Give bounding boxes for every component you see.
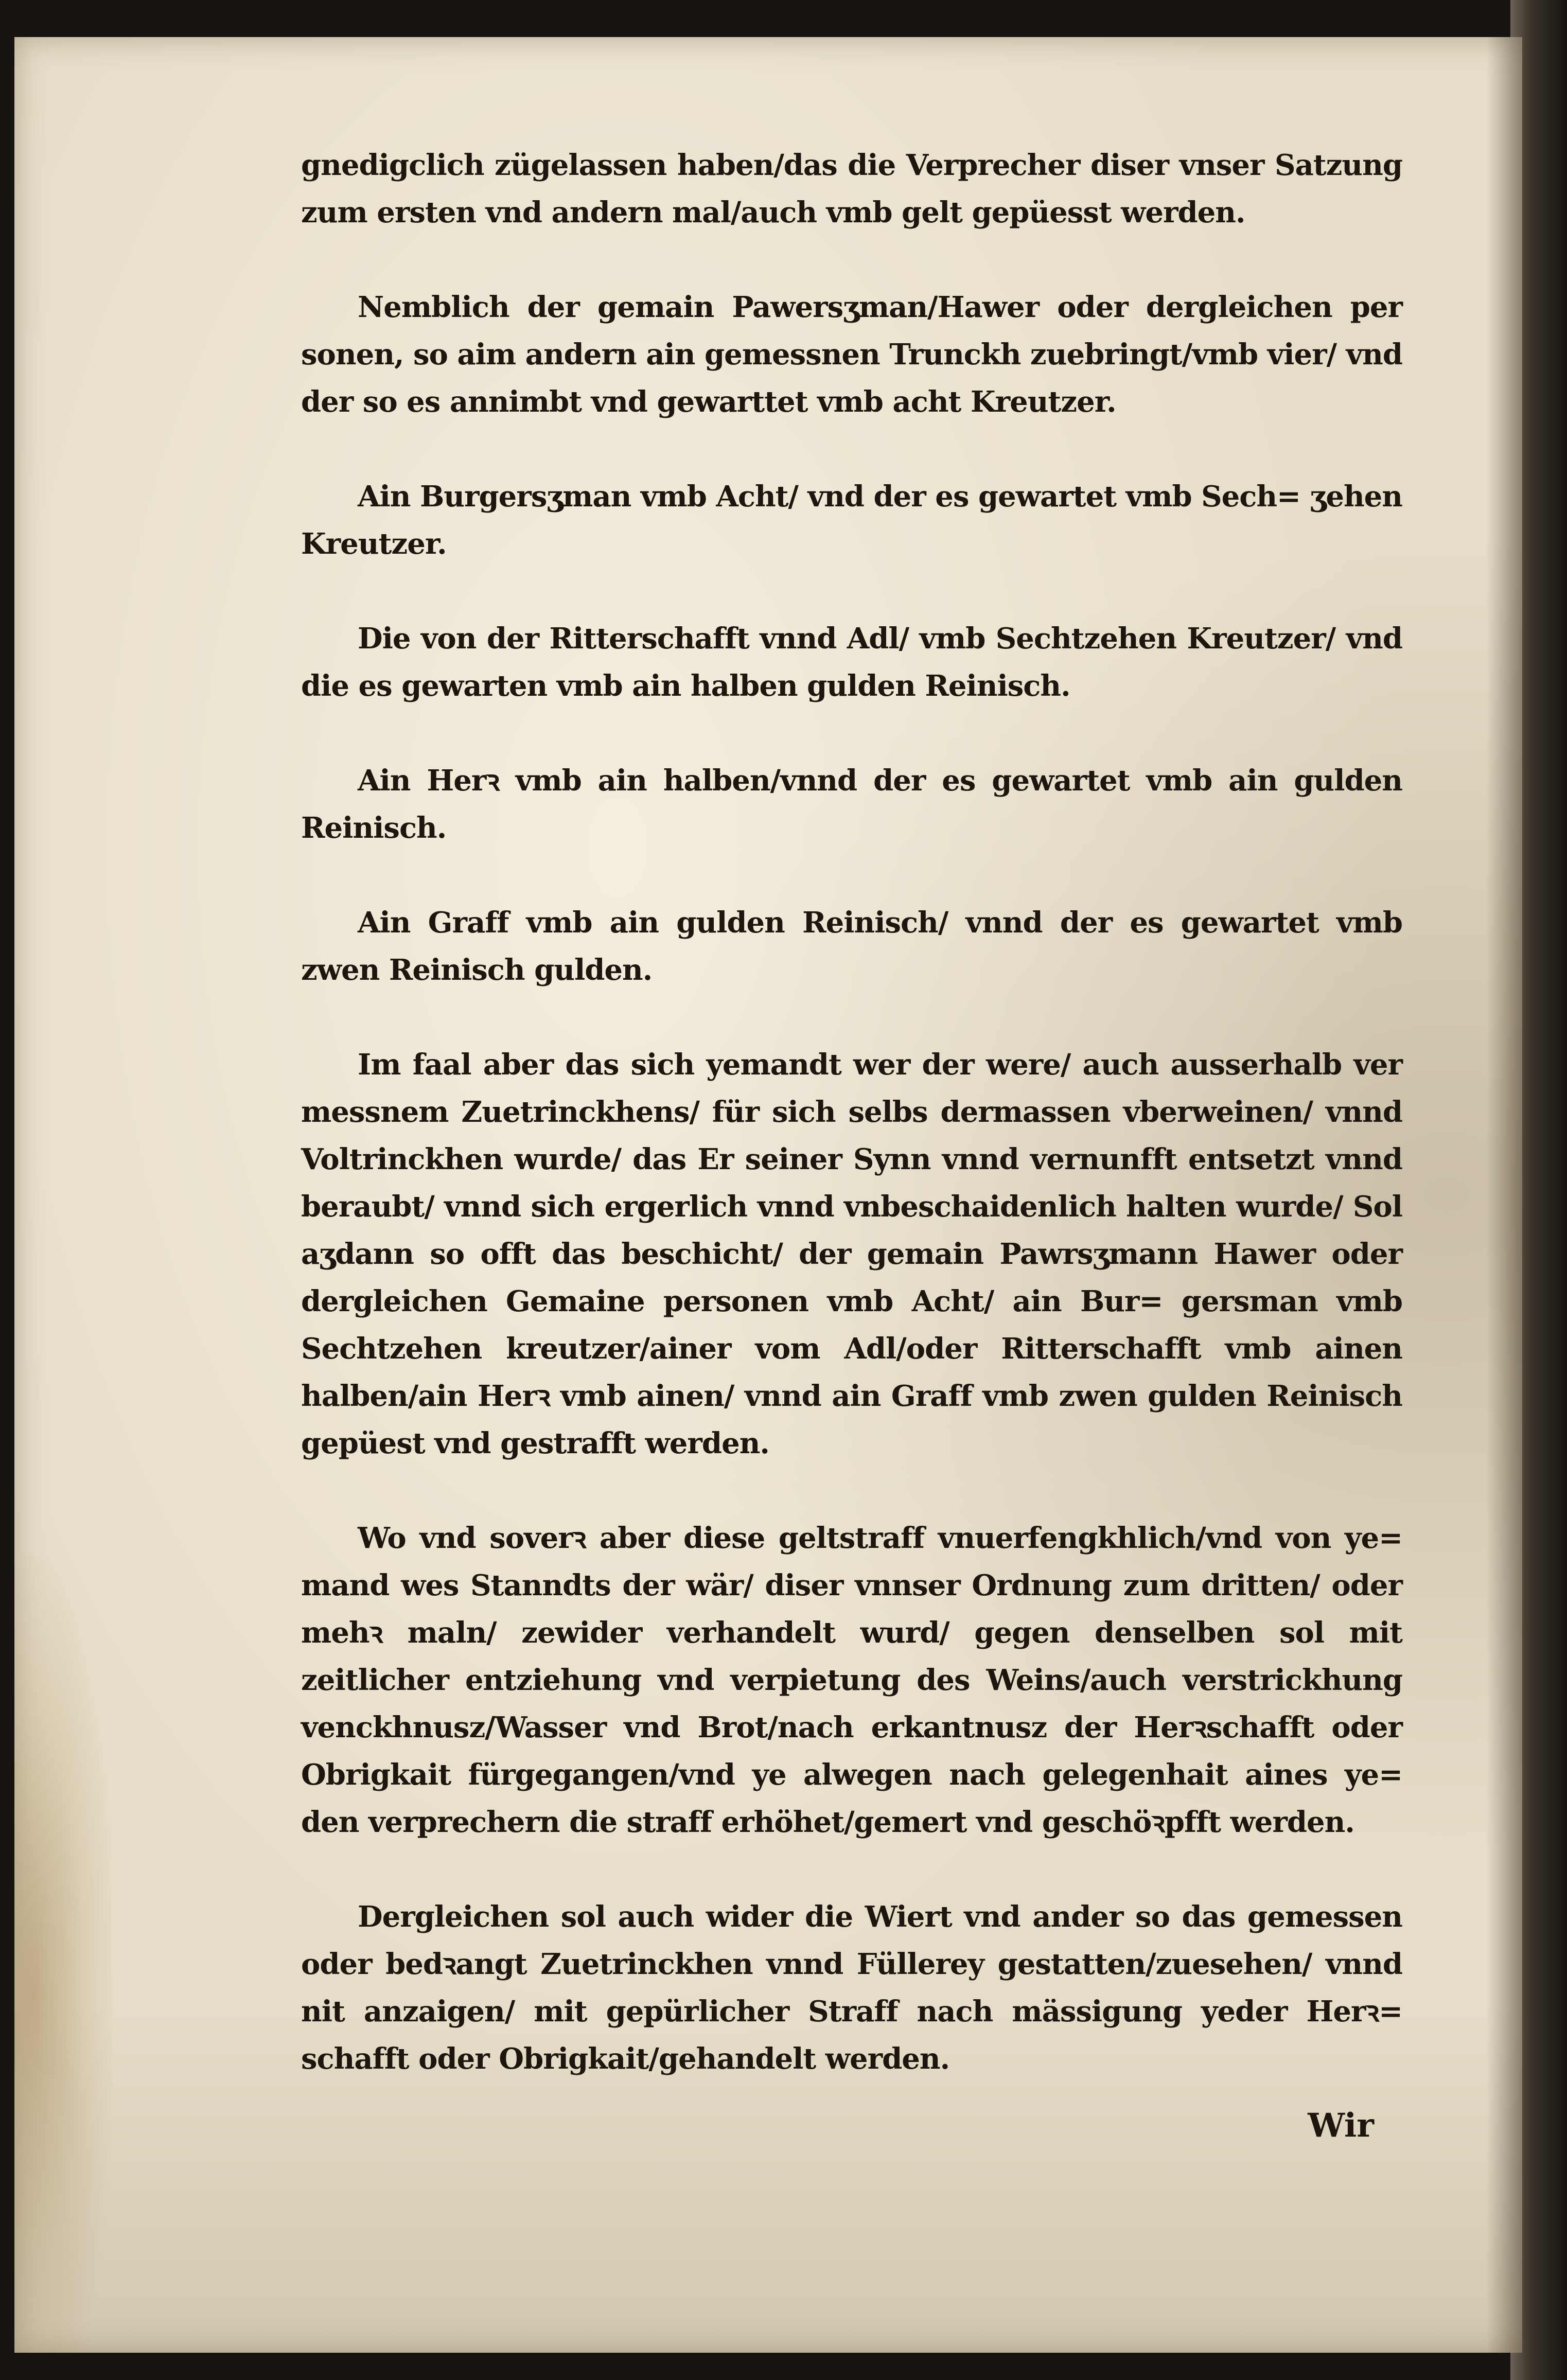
paragraph-1: gnedigclich zügelassen haben/das die Verprecher diser vnser Satzung zum ersten vnd andern mal/auch vmb gelt gepüesst werden. <box>301 148 1402 230</box>
catchword: Wir <box>1308 2106 1374 2145</box>
page-gutter-shadow <box>1486 37 1522 2353</box>
paragraph-9: Dergleichen sol auch wider die Wiert vnd ander so das gemessen oder bedꝛangt Zuetrinckhen vnnd Füllerey gestatten/zuesehen/ vnnd nit anzaigen/ mit gepürlicher Straff nach mässigung yeder Herꝛ= schafft oder Obrigkait/gehandelt werden. <box>301 1900 1402 2076</box>
paragraph-3: Ain Burgersʒman vmb Acht/ vnd der es gewartet vmb Sech= ʒehen Kreutzer. <box>301 480 1402 561</box>
paragraph-6: Ain Graff vmb ain gulden Reinisch/ vnnd der es gewartet vmb zwen Reinisch gulden. <box>301 906 1402 987</box>
paragraph-2: Nemblich der gemain Pawersʒman/Hawer oder dergleichen per sonen, so aim andern ain gemessnen Trunckh zuebringt/vmb vier/ vnd der so es annimbt vnd gewarttet vmb acht Kreutzer. <box>301 290 1402 419</box>
paragraph-4: Die von der Ritterschafft vnnd Adl/ vmb Sechtzehen Kreutzer/ vnd die es gewarten vmb ain halben gulden Reinisch. <box>301 622 1402 703</box>
text-block <box>301 142 1402 2130</box>
paragraph-8: Wo vnd soverꝛ aber diese geltstraff vnuerfengkhlich/vnd von ye= mand wes Stanndts der wär/ diser vnnser Ordnung zum dritten/ oder mehꝛ maln/ zewider verhandelt wurd/ gegen denselben sol mit zeitlicher entziehung vnd verpietung des Weins/auch verstrickhung venckhnusz/Wasser vnd Brot/nach erkantnusz der Herꝛschafft oder Obrigkait fürgegangen/vnd ye alwegen nach gelegenhait aines ye= den verprechern die straff erhöhet/gemert vnd geschöꝛpfft werden. <box>301 1521 1402 1839</box>
paragraph-5: Ain Herꝛ vmb ain halben/vnnd der es gewartet vmb ain gulden Reinisch. <box>301 764 1402 845</box>
water-stain <box>14 1555 112 2353</box>
paragraph-7: Im faal aber das sich yemandt wer der were/ auch ausserhalb ver messnem Zuetrinckhens/ für sich selbs dermassen vberweinen/ vnnd Voltrinckhen wurde/ das Er seiner Synn vnnd vernunfft entsetzt vnnd beraubt/ vnnd sich ergerlich vnnd vnbeschaidenlich halten wurde/ Sol aʒdann so offt das beschicht/ der gemain Pawrsʒmann Hawer oder dergleichen Gemaine personen vmb Acht/ ain Bur= gersman vmb Sechtzehen kreutzer/ainer vom Adl/oder Ritterschafft vmb ainen halben/ain Herꝛ vmb ainen/ vnnd ain Graff vmb zwen gulden Reinisch gepüest vnd gestrafft werden. <box>301 1048 1402 1460</box>
